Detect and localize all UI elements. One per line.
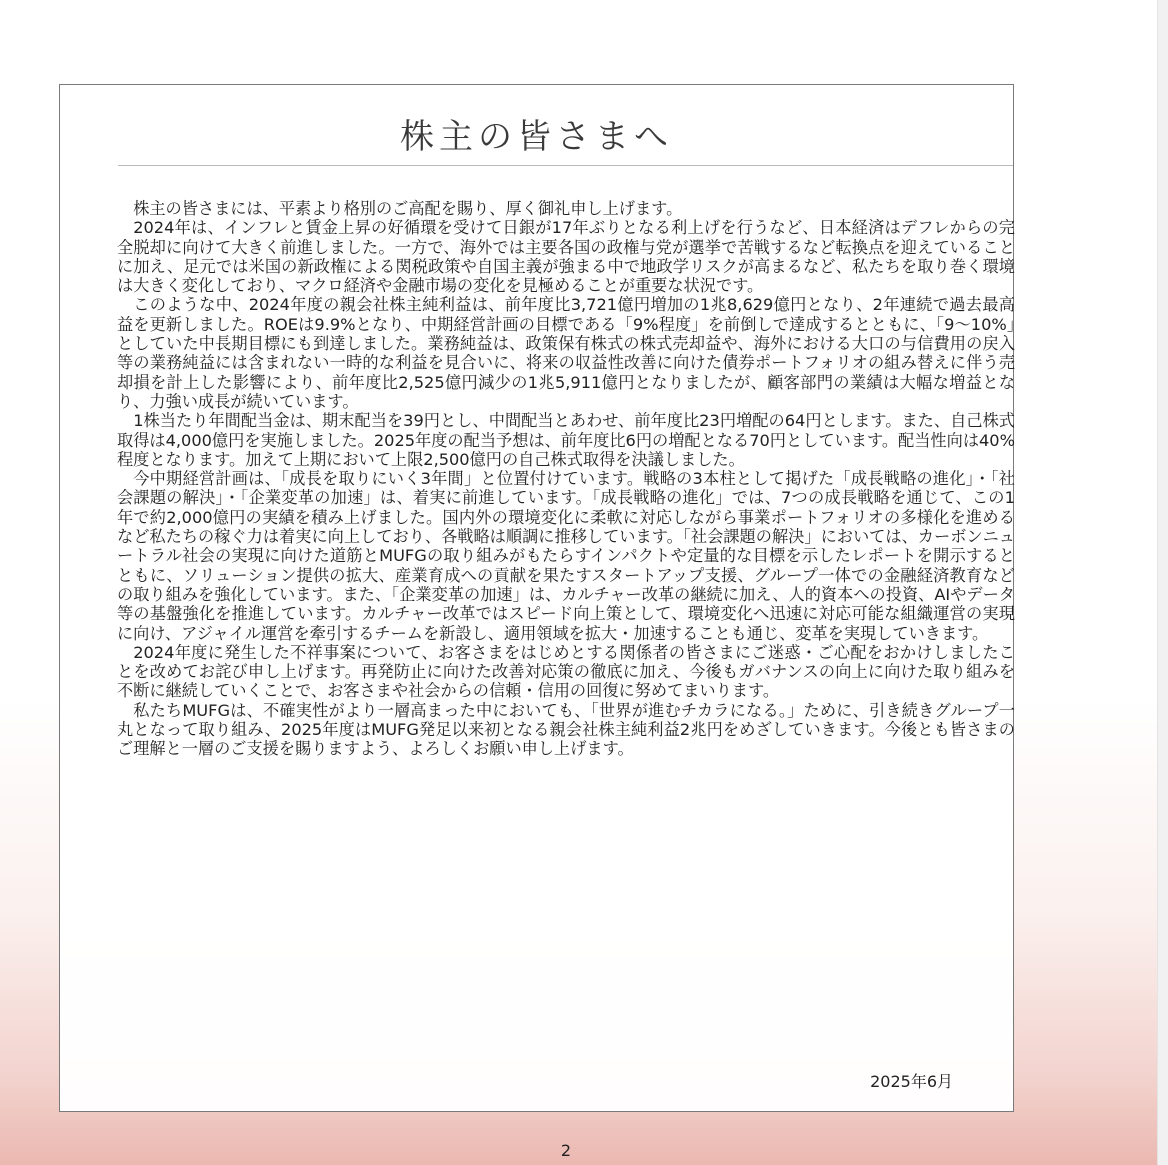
paragraph-dividends: 1株当たり年間配当金は、期末配当を39円とし、中間配当とあわせ、前年度比23円増配の64円とします。また、自己株式取得は4,000億円を実施しました。2025年度の配当予想は、前年度比6円の増配となる70円としています。配当性向は40%程度となります。加えて上期において上限2,500億円の自己株式取得を決議しました。: [117, 411, 1015, 469]
page-number: 2: [560, 1141, 572, 1160]
letter-date: 2025年6月: [870, 1072, 953, 1091]
title-divider: [118, 165, 1013, 166]
vertical-scrollbar[interactable]: [1157, 0, 1168, 1165]
letter-body: [117, 199, 1015, 759]
paragraph-closing: 私たちMUFGは、不確実性がより一層高まった中においても、「世界が進むチカラになる。」ために、引き続きグループ一丸となって取り組み、2025年度はMUFG発足以来初となる親会社株主純利益2兆円をめざしていきます。今後とも皆さまのご理解と一層のご支援を賜りますよう、よろしくお願い申し上げます。: [117, 700, 1015, 759]
paragraph-apology: 2024年度に発生した不祥事案について、お客さまをはじめとする関係者の皆さまにご迷惑・ご心配をおかけしましたことを改めてお詫び申し上げます。再発防止に向けた改善対応策の徹底に加え、今後もガバナンスの向上に向けた取り組みを不断に継続していくことで、お客さまや社会からの信頼・信用の回復に努めてまいります。: [117, 642, 1015, 701]
letter-frame: [59, 84, 1014, 1112]
paragraph-greeting: 株主の皆さまには、平素より格別のご高配を賜り、厚く御礼申し上げます。: [133, 199, 683, 218]
page-title: 株主の皆さまへ: [400, 117, 673, 157]
paragraph-strategy: 今中期経営計画は、「成長を取りにいく3年間」と位置付けています。戦略の3本柱として掲げた「成長戦略の進化」・「社会課題の解決」・「企業変革の加速」は、着実に前進しています。「成長戦略の進化」では、7つの成長戦略を通じて、この1年で約2,000億円の実績を積み上げました。国内外の環境変化に柔軟に対応しながら事業ポートフォリオの多様化を進めるなど私たちの稼ぐ力は着実に向上しており、各戦略は順調に推移しています。「社会課題の解決」においては、カーボンニュートラル社会の実現に向けた道筋とMUFGの取り組みがもたらすインパクトや定量的な目標を示したレポートを開示するとともに、ソリューション提供の拡大、産業育成への貢献を果たすスタートアップ支援、グループ一体での金融経済教育などの取り組みを強化しています。また、「企業変革の加速」は、カルチャー改革の継続に加え、人的資本への投資、AIやデータ等の基盤強化を推進しています。カルチャー改革ではスピード向上策として、環境変化へ迅速に対応可能な組織運営の実現に向け、アジャイル運営を牽引するチームを新設し、適用領域を拡大・加速することも通じ、変革を実現していきます。: [117, 469, 1015, 643]
paragraph-economy: 2024年は、インフレと賃金上昇の好循環を受けて日銀が17年ぶりとなる利上げを行うなど、日本経済はデフレからの完全脱却に向けて大きく前進しました。一方で、海外では主要各国の政権与党が選挙で苦戦するなど転換点を迎えていることに加え、足元では米国の新政権による関税政策や自国主義が強まる中で地政学リスクが高まるなど、私たちを取り巻く環境は大きく変化しており、マクロ経済や金融市場の変化を見極めることが重要な状況です。: [117, 218, 1015, 296]
paragraph-results: このような中、2024年度の親会社株主純利益は、前年度比3,721億円増加の1兆8,629億円となり、2年連続で過去最高益を更新しました。ROEは9.9%となり、中期経営計画の目標である「9%程度」を前倒しで達成するとともに、「9〜10%」としていた中長期目標にも到達しました。業務純益は、政策保有株式の株式売却益や、海外における大口の与信費用の戻入等の業務純益には含まれない一時的な利益を見合いに、将来の収益性改善に向けた債券ポートフォリオの組み替えに伴う売却損を計上した影響により、前年度比2,525億円減少の1兆5,911億円となりましたが、顧客部門の業績は大幅な増益となり、力強い成長が続いています。: [117, 295, 1015, 411]
